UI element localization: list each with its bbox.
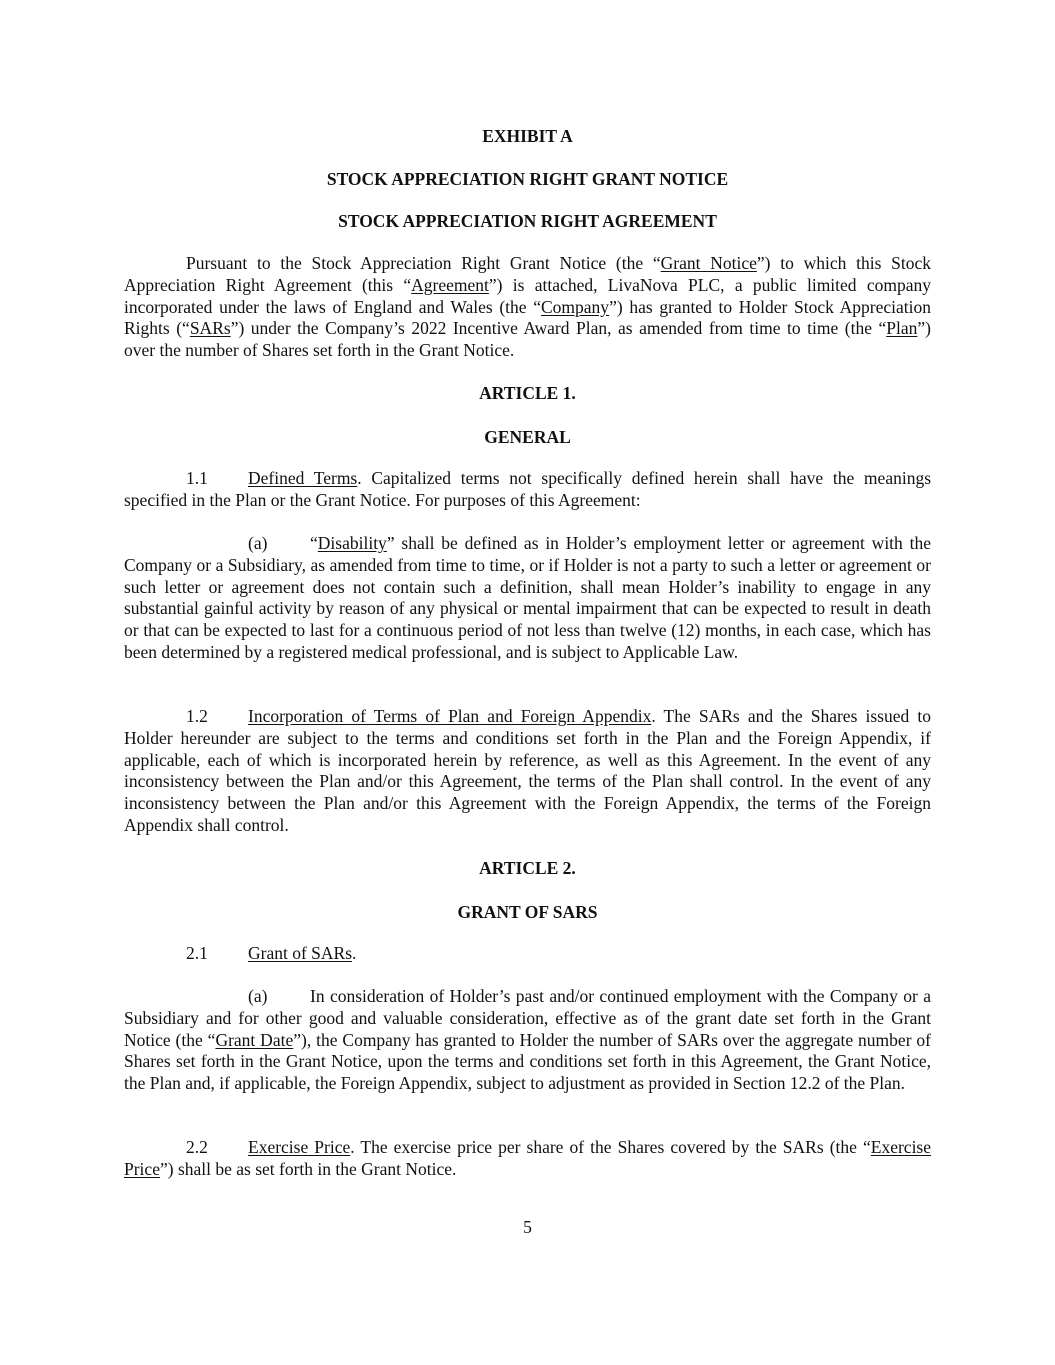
section-1-2: [124, 706, 931, 837]
term-grant-notice: Grant Notice: [660, 253, 757, 273]
page-number: 5: [523, 1217, 532, 1237]
article-2-heading: ARTICLE 2.: [479, 858, 576, 878]
section-text: . The SARs and the Shares issued to Holder hereunder are subject to the terms and conditions set forth in the Plan and the Foreign Appendix, if applicable, each of which is incorporated herein by reference, as well as this Agreement. In the event of any inconsistency between the Plan and/or this Agreement, the terms of the Plan shall control. In the event of any inconsistency between the Plan and/or this Agreement with the Foreign Appendix, the terms of the Foreign Appendix shall control.: [124, 706, 931, 835]
section-title: Defined Terms: [248, 468, 358, 488]
section-number: 2.2: [186, 1137, 208, 1157]
section-text: . Capitalized terms not specifically defined herein shall have the meanings specified in the Plan or the Grant Notice. For purposes of this Agreement:: [124, 468, 932, 510]
article-1-heading: ARTICLE 1.: [479, 383, 576, 403]
section-text: ” shall be defined as in Holder’s employment letter or agreement with the Company or a Subsidiary, as amended from time to time, or if Holder is not a party to such a letter or agreement or such letter or agreement does not contain such a definition, shall mean Holder’s inability to engage in any substantial gainful activity by reason of any physical or mental impairment that can be expected to result in death or that can be expected to last for a continuous period of not less than twelve (12) months, in each case, which has been determined by a registered medical professional, and is subject to Applicable Law.: [124, 533, 931, 662]
section-2-2: [124, 1137, 931, 1181]
subsection-number: (a): [248, 533, 268, 553]
intro-text: ”) to which this Stock Appreciation Right Agreement (this “: [124, 253, 932, 295]
term-exercise-price: Exercise Price: [124, 1137, 932, 1179]
subsection-number: (a): [248, 986, 268, 1006]
term-sars: SARs: [189, 318, 231, 339]
section-number: 1.1: [186, 468, 208, 488]
article-2-title: GRANT OF SARS: [457, 902, 598, 922]
intro-text: ”) has granted to Holder Stock Appreciation Rights (“: [124, 296, 931, 339]
section-number: 1.2: [186, 706, 208, 726]
term-plan: Plan: [886, 318, 918, 339]
section-2-1: [124, 943, 931, 965]
intro-text: ”) is attached, LivaNova PLC, a public limited company incorporated under the laws of England and Wales (the “: [124, 274, 931, 317]
term-grant-date: Grant Date: [215, 1029, 294, 1050]
section-1-1-a: [124, 533, 931, 664]
intro-text: Pursuant to the Stock Appreciation Right Grant Notice (the “: [186, 253, 661, 273]
section-2-1-a: [124, 986, 931, 1095]
term-disability: Disability: [317, 533, 387, 553]
term-company: Company: [541, 296, 610, 317]
section-text: .: [352, 943, 357, 963]
intro-text: ”) under the Company’s 2022 Incentive Award Plan, as amended from time to time (the “: [230, 318, 887, 339]
article-1-title: GENERAL: [484, 427, 571, 447]
section-text: . The exercise price per share of the Shares covered by the SARs (the “: [350, 1137, 871, 1157]
intro-text: ”) over the number of Shares set forth in the Grant Notice.: [124, 318, 931, 361]
agreement-heading: STOCK APPRECIATION RIGHT AGREEMENT: [338, 211, 717, 231]
section-title: Exercise Price: [248, 1137, 351, 1157]
section-title: Incorporation of Terms of Plan and Foreign Appendix: [248, 706, 652, 726]
intro-paragraph: [124, 253, 931, 362]
section-number: 2.1: [186, 943, 208, 963]
term-agreement: Agreement: [411, 274, 489, 295]
section-text: “: [310, 533, 318, 553]
exhibit-heading: EXHIBIT A: [482, 126, 573, 146]
section-title: Grant of SARs: [248, 943, 353, 963]
section-text: ”), the Company has granted to Holder the number of SARs over the aggregate number of Shares set forth in the Grant Notice, upon the terms and conditions set forth in this Agreement, the Grant Notice, the Plan and, if applicable, the Foreign Appendix, subject to adjustment as provided in Section 12.2 of the Plan.: [124, 1029, 931, 1094]
section-text: ”) shall be as set forth in the Grant Notice.: [159, 1158, 457, 1179]
section-text: In consideration of Holder’s past and/or continued employment with the Company or a Subsidiary and for other good and valuable consideration, effective as of the grant date set forth in the Grant Notice (the “: [124, 986, 931, 1050]
grant-notice-heading: STOCK APPRECIATION RIGHT GRANT NOTICE: [326, 169, 729, 189]
section-1-1: [124, 468, 931, 512]
